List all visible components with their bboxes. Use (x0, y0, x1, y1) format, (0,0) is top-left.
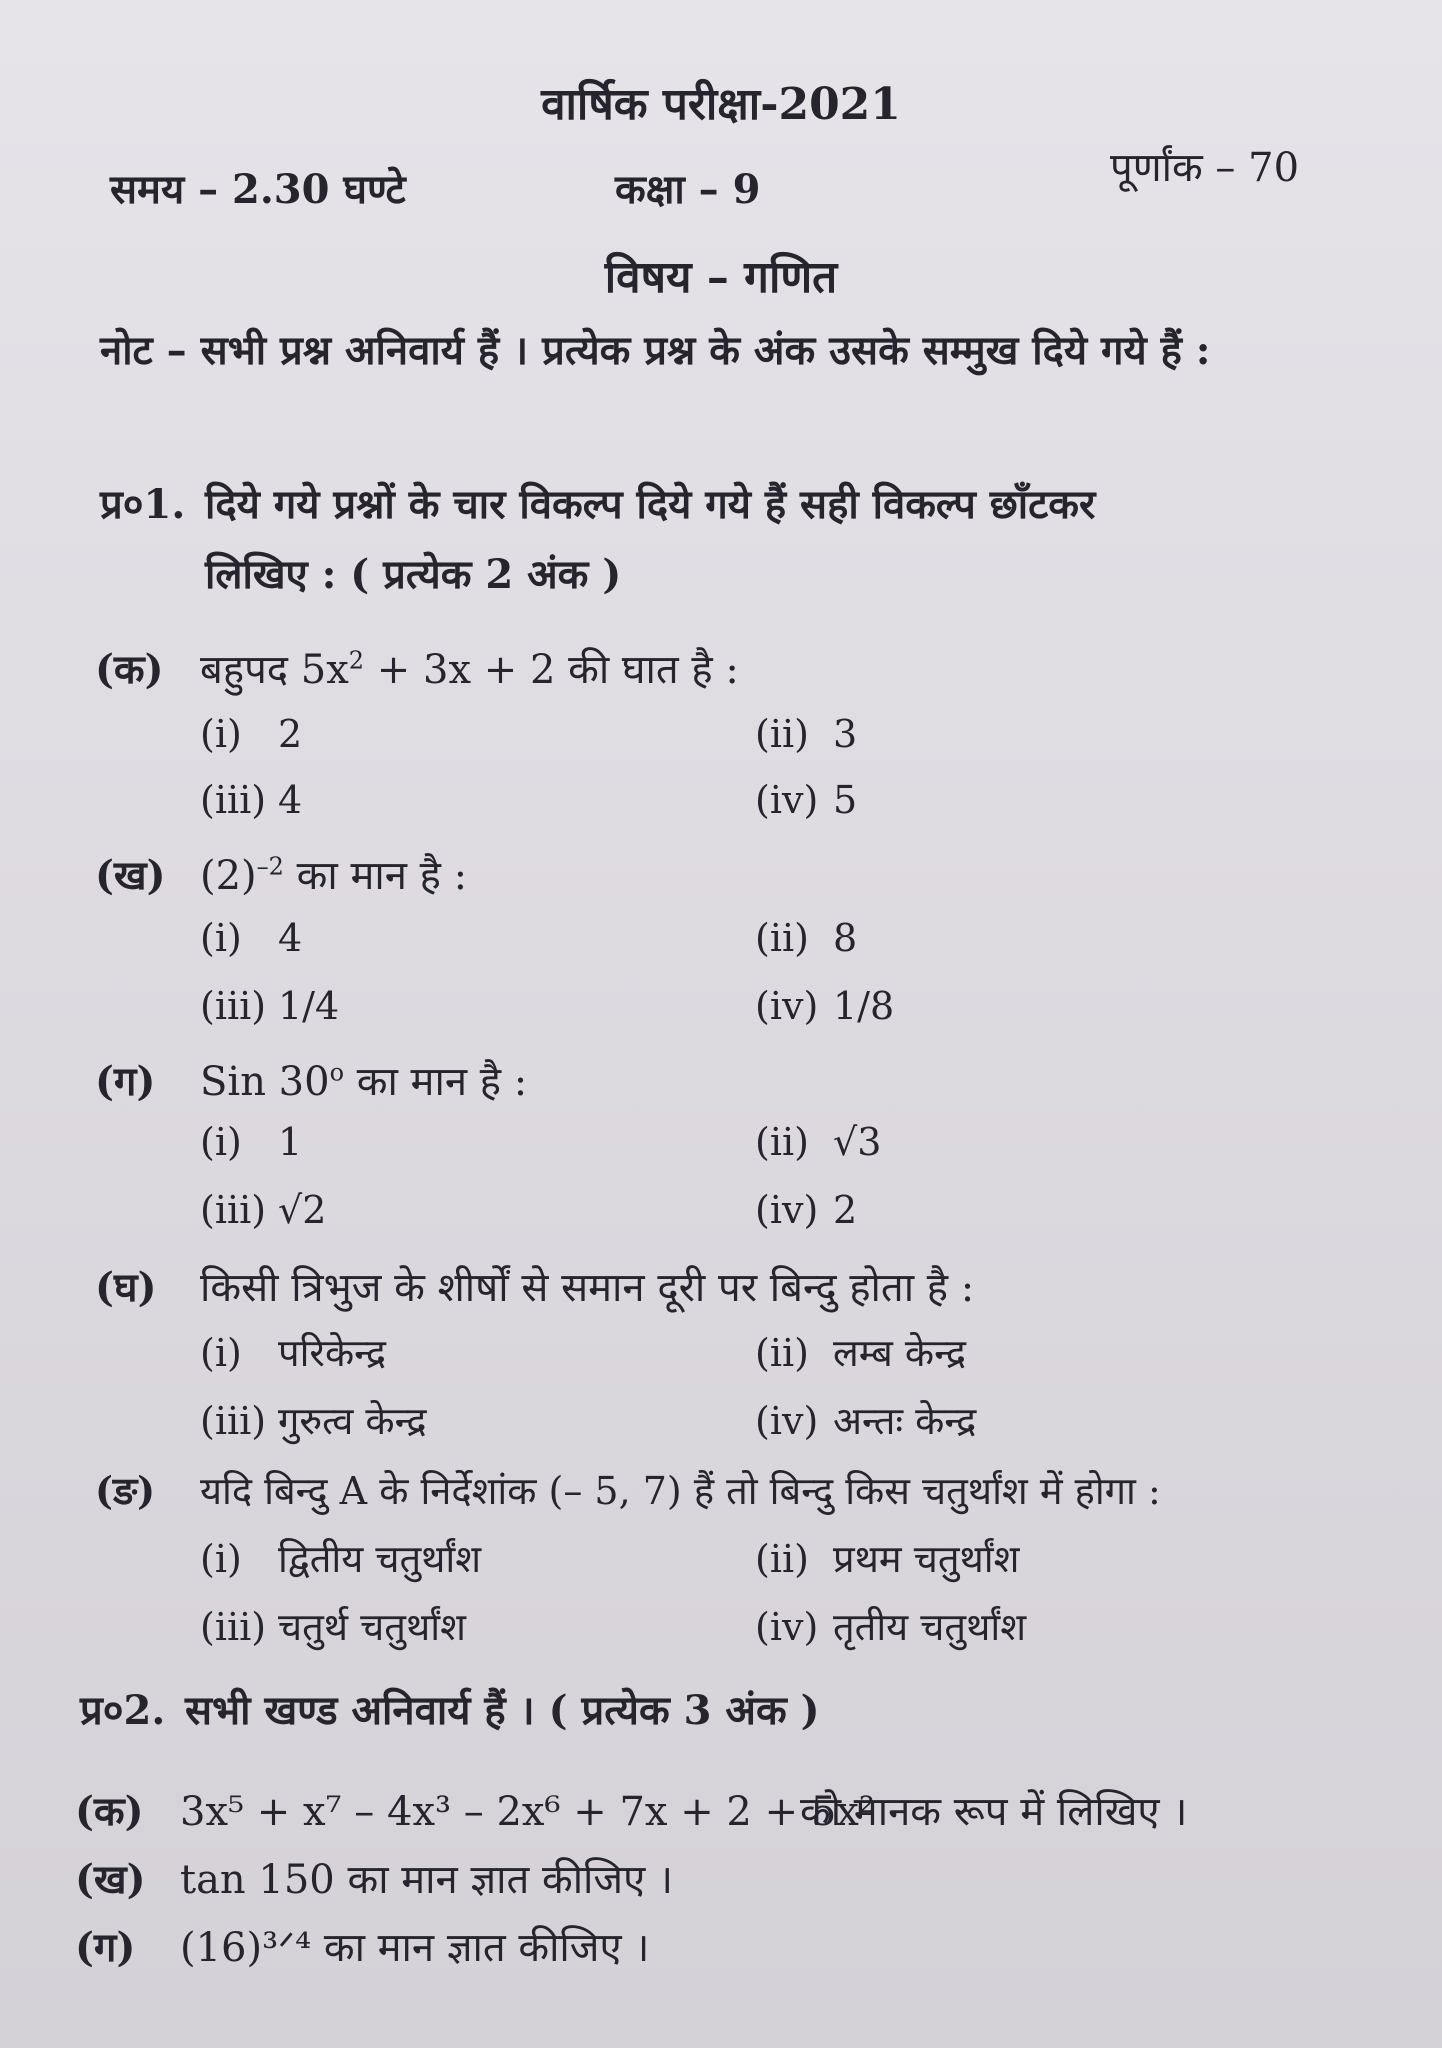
part-text: यदि बिन्दु A के निर्देशांक (– 5, 7) हैं तो बिन्दु किस चतुर्थांश में होगा : (200, 1469, 1161, 1513)
option-number: (i) (200, 712, 242, 756)
part-text-tail: का मान है : (283, 853, 468, 899)
part-text: (2) (200, 853, 257, 899)
option-number: (iv) (755, 1188, 819, 1232)
option-number: (iv) (755, 1399, 819, 1443)
option-number: (iii) (200, 1399, 267, 1443)
part-text: बहुपद 5x (200, 647, 349, 693)
option-text: 4 (278, 916, 303, 960)
part-text: का मान ज्ञात कीजिए । (323, 1925, 650, 1971)
part-text: का मान ज्ञात कीजिए । (347, 1857, 674, 1903)
q1-part (95, 1052, 527, 1107)
option (200, 1394, 427, 1446)
option (755, 916, 857, 960)
part-label: (ग) (95, 1058, 156, 1105)
time-allowed: समय – 2.30 घण्टे (110, 166, 406, 213)
option-text: 5 (833, 778, 858, 822)
part-text: Sin 30 (200, 1059, 330, 1105)
option-text: 4 (278, 778, 303, 822)
option (755, 1532, 1019, 1584)
option-text: 2 (278, 712, 303, 756)
q1-part (95, 1258, 974, 1313)
option (755, 712, 857, 756)
option (755, 1188, 857, 1232)
option-number: (ii) (755, 1537, 809, 1581)
option-number: (i) (200, 1537, 242, 1581)
option (200, 916, 302, 960)
option-text: चतुर्थ चतुर्थांश (278, 1605, 466, 1649)
option (200, 1326, 386, 1378)
class-label: कक्षा – 9 (615, 166, 761, 213)
part-superscript: –2 (256, 852, 284, 881)
option-text: गुरुत्व केन्द्र (278, 1399, 427, 1443)
option (755, 1394, 976, 1446)
q1-part (95, 846, 467, 901)
option-text: 1/8 (833, 984, 895, 1028)
part-label: (ख) (95, 852, 166, 899)
option (200, 712, 302, 756)
option-text: प्रथम चतुर्थांश (833, 1537, 1020, 1581)
option (755, 1326, 966, 1378)
option (755, 1120, 881, 1164)
option-number: (iii) (200, 984, 267, 1028)
q1-part (95, 640, 739, 695)
part-label: (क) (75, 1788, 144, 1835)
option (200, 984, 339, 1028)
option-number: (iv) (755, 1605, 819, 1649)
option-text: लम्ब केन्द्र (833, 1331, 966, 1375)
option-text: 8 (833, 916, 858, 960)
math-expression: 3x⁵ + x⁷ – 4x³ – 2x⁶ + 7x + 2 + 5x² (180, 1789, 875, 1835)
part-label: (ख) (75, 1856, 146, 1903)
part-text: किसी त्रिभुज के शीर्षों से समान दूरी पर बिन्दु होता है : (200, 1265, 975, 1311)
part-superscript: 2 (348, 646, 365, 675)
math-expression: tan 150 (180, 1857, 335, 1903)
option (755, 1600, 1026, 1652)
option-number: (ii) (755, 712, 809, 756)
question-text: दिये गये प्रश्नों के चार विकल्प दिये गये हैं सही विकल्प छाँटकर (205, 481, 1096, 528)
option-number: (ii) (755, 916, 809, 960)
math-expression: (16)³ᐟ⁴ (180, 1925, 312, 1971)
option-text: 2 (833, 1188, 858, 1232)
option-text: परिकेन्द्र (278, 1331, 387, 1375)
part-text-tail: + 3x + 2 की घात है : (364, 647, 739, 693)
option-text: √3 (833, 1120, 882, 1164)
option-text: 1/4 (278, 984, 340, 1028)
option-number: (iii) (200, 778, 267, 822)
part-text: को मानक रूप में लिखिए । (800, 1789, 1188, 1835)
option-number: (iii) (200, 1188, 267, 1232)
part-label: (क) (95, 646, 164, 693)
option-text: √2 (278, 1188, 327, 1232)
option-number: (i) (200, 1120, 242, 1164)
part-text-tail: का मान है : (344, 1059, 528, 1105)
option-number: (iv) (755, 984, 819, 1028)
option (200, 1532, 481, 1584)
option-number: (iv) (755, 778, 819, 822)
exam-title: वार्षिक परीक्षा-2021 (541, 79, 901, 130)
option-number: (ii) (755, 1331, 809, 1375)
question-1-heading (100, 470, 1360, 610)
option (755, 778, 857, 822)
part-superscript: o (329, 1058, 345, 1087)
option (755, 984, 894, 1028)
option-text: तृतीय चतुर्थांश (833, 1605, 1027, 1649)
part-label: (घ) (95, 1264, 157, 1311)
q1-part (95, 1464, 1161, 1516)
q2-part (75, 1850, 673, 1905)
option-text: अन्तः केन्द्र (833, 1399, 977, 1443)
option (200, 778, 302, 822)
part-label: (ग) (75, 1924, 136, 1971)
option-number: (i) (200, 916, 242, 960)
option (200, 1188, 326, 1232)
option (200, 1120, 302, 1164)
option-number: (ii) (755, 1120, 809, 1164)
option-text: द्वितीय चतुर्थांश (278, 1537, 482, 1581)
question-2-heading (80, 1676, 1340, 1746)
q2-part (75, 1782, 1187, 1837)
question-number: प्र०1. (100, 481, 186, 528)
part-label: (ङ) (95, 1468, 156, 1513)
question-text: सभी खण्ड अनिवार्य हैं । ( प्रत्येक 3 अंक ) (185, 1687, 820, 1734)
instructions-note: नोट – सभी प्रश्न अनिवार्य हैं । प्रत्येक प्रश्न के अंक उसके सम्मुख दिये गये हैं : (100, 327, 1211, 374)
question-text-line2: लिखिए : ( प्रत्येक 2 अंक ) (205, 551, 622, 598)
option-text: 3 (833, 712, 858, 756)
subject-title: विषय – गणित (604, 252, 838, 303)
q2-part (75, 1918, 649, 1973)
option-number: (iii) (200, 1605, 267, 1649)
max-marks: पूर्णांक – 70 (1110, 145, 1300, 191)
question-number: प्र०2. (80, 1687, 166, 1734)
option (200, 1600, 466, 1652)
option-text: 1 (278, 1120, 303, 1164)
option-number: (i) (200, 1331, 242, 1375)
